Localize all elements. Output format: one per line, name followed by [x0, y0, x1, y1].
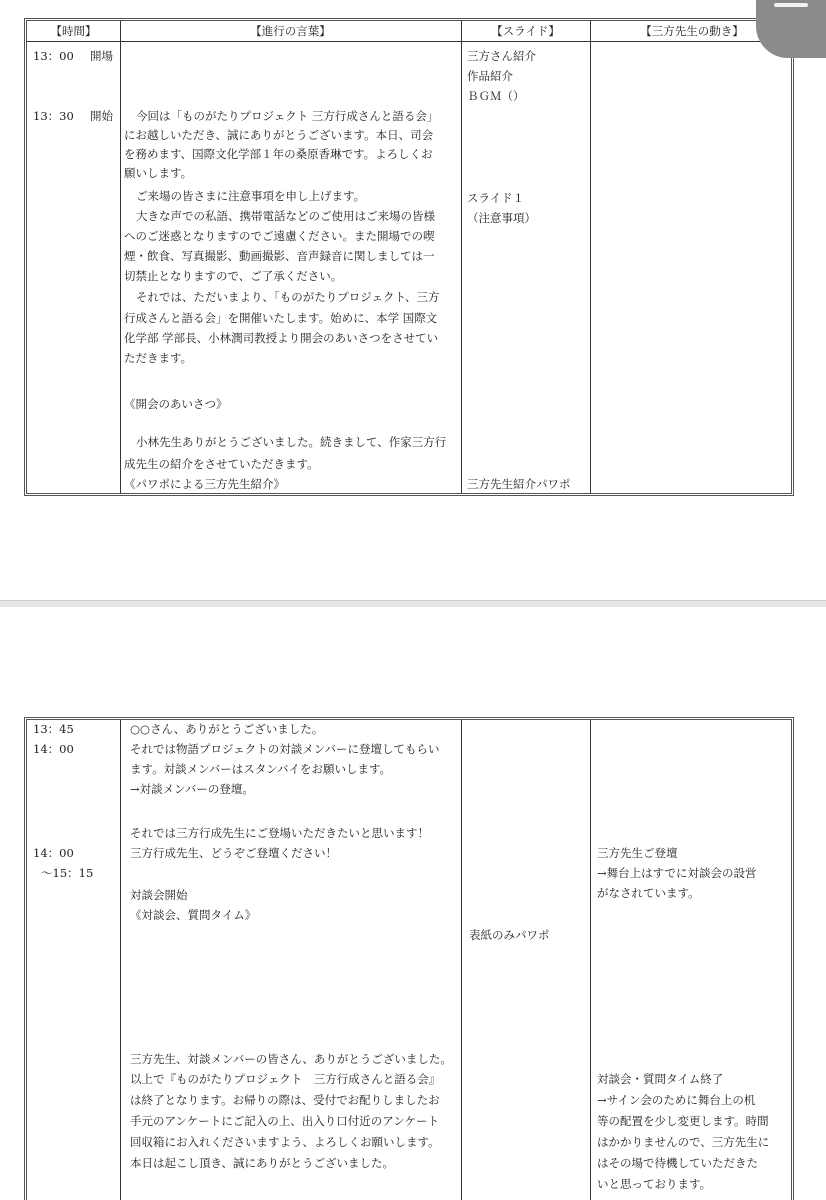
script-line: それでは三方行成先生にご登場いただきたいと思います！: [130, 826, 429, 840]
slide-note: （注意事項）: [467, 211, 536, 225]
action-note: がなされています。: [597, 886, 700, 900]
script-line: 本日は起こし頂き、誠にありがとうございました。: [130, 1156, 395, 1170]
column-divider: [120, 720, 121, 1200]
action-note: 対談会・質問タイム終了: [597, 1072, 724, 1086]
script-line: 化学部 学部長、小林潤司教授より開会のあいさつをさせてい: [124, 331, 439, 345]
script-line: →対談メンバーの登壇。: [130, 782, 254, 796]
schedule-table-page-2: [24, 717, 794, 1200]
action-note: →舞台上はすでに対談会の設営: [597, 866, 757, 880]
script-line: 成先生の紹介をさせていただきます。: [124, 457, 319, 471]
slide-note: スライド１: [467, 191, 525, 205]
script-line: 《開会のあいさつ》: [124, 397, 228, 411]
script-line: 回収箱にお入れくださいますよう、よろしくお願いします。: [130, 1135, 440, 1149]
script-line: 切禁止となりますので、ご了承ください。: [124, 269, 343, 283]
action-note: 三方先生ご登壇: [597, 846, 678, 860]
script-line: 《対談会、質問タイム》: [130, 908, 257, 922]
column-divider: [590, 720, 591, 1200]
header-slide: 【スライド】: [491, 24, 560, 38]
script-line: 三方行成先生、どうぞご登壇ください！: [130, 846, 337, 860]
slide-note: 三方さん紹介: [467, 49, 536, 63]
time-value: ～15：15: [41, 866, 94, 880]
script-line: それでは、ただいまより、「ものがたりプロジェクト、三方: [136, 290, 440, 304]
column-divider: [461, 720, 462, 1200]
time-label: 開始: [90, 109, 113, 123]
slide-note: 三方先生紹介パワポ: [467, 477, 571, 491]
time-value: 13：45: [33, 722, 74, 736]
script-line: を務めます、国際文化学部１年の桑原香琳です。よろしくお: [124, 147, 433, 161]
time-value: 13：00: [33, 49, 74, 63]
time-value: 14：00: [33, 742, 74, 756]
slide-note: ＢＧＭ（）: [467, 89, 525, 103]
script-line: 三方先生、対談メンバーの皆さん、ありがとうございました。: [130, 1052, 452, 1066]
script-line: 対談会開始: [130, 888, 188, 902]
slide-note: 表紙のみパワポ: [469, 928, 550, 942]
script-line: ○○さん、ありがとうございました。: [130, 722, 324, 736]
action-note: →サイン会のために舞台上の机: [597, 1093, 756, 1107]
slide-note: 作品紹介: [467, 69, 513, 83]
menu-icon: [774, 3, 808, 7]
script-line: 《パワポによる三方先生紹介》: [124, 477, 285, 491]
column-divider: [120, 21, 121, 493]
header-words: 【進行の言葉】: [250, 24, 331, 38]
script-line: 手元のアンケートにご記入の上、出入り口付近のアンケート: [130, 1114, 440, 1128]
header-time: 【時間】: [50, 24, 97, 38]
script-line: は終了となります。お帰りの際は、受付でお配りしましたお: [130, 1093, 440, 1107]
script-line: 小林先生ありがとうございました。続きまして、作家三方行: [136, 435, 447, 449]
script-line: ご来場の皆さまに注意事項を申し上げます。: [136, 189, 366, 203]
schedule-table-page-1: [24, 18, 794, 496]
scroll-handle[interactable]: [756, 0, 826, 58]
script-line: 大きな声での私語、携帯電話などのご使用はご来場の皆様: [136, 209, 435, 223]
script-line: 今回は「ものがたりプロジェクト 三方行成さんと語る会」: [136, 109, 439, 123]
header-actions: 【三方先生の動き】: [640, 24, 744, 38]
time-value: 13：30: [33, 109, 74, 123]
script-line: へのご迷惑となりますのでご遠慮ください。また開場での喫: [124, 229, 435, 243]
document-page-2: [0, 607, 826, 1200]
script-line: ただきます。: [124, 351, 193, 365]
script-line: 行成さんと語る会」を開催いたします。始めに、本学 国際文: [124, 311, 438, 325]
column-divider: [461, 21, 462, 493]
action-note: いと思っております。: [597, 1177, 712, 1191]
script-line: 以上で『ものがたりプロジェクト 三方行成さんと語る会』: [130, 1072, 441, 1086]
script-line: それでは物語プロジェクトの対談メンバーに登壇してもらい: [130, 742, 440, 756]
action-note: はその場で待機していただきた: [597, 1156, 758, 1170]
action-note: 等の配置を少し変更します。時間: [597, 1114, 769, 1128]
script-line: 煙・飲食、写真撮影、動画撮影、音声録音に関しましては一: [124, 249, 435, 263]
header-divider: [27, 41, 791, 42]
action-note: はかかりませんので、三方先生に: [597, 1135, 770, 1149]
time-value: 14：00: [33, 846, 74, 860]
column-divider: [590, 21, 591, 493]
time-label: 開場: [90, 49, 113, 63]
script-line: 願いします。: [124, 166, 193, 180]
script-line: にお越しいただき、誠にありがとうございます。本日、司会: [124, 128, 434, 142]
script-line: ます。対談メンバーはスタンバイをお願いします。: [130, 762, 392, 776]
